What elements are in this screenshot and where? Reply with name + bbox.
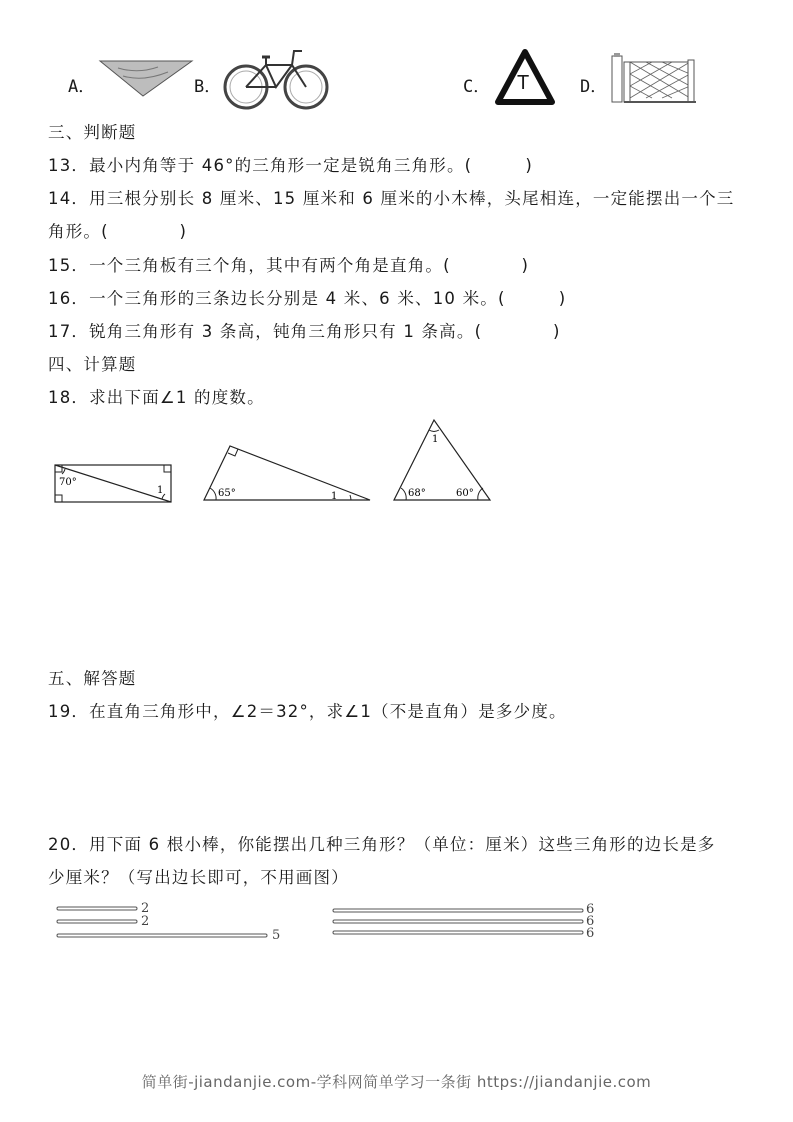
stick-label-6a: 6: [586, 902, 595, 917]
question-13: 13．最小内角等于 46°的三角形一定是锐角三角形。( ): [48, 156, 534, 175]
question-18: 18．求出下面∠1 的度数。: [48, 388, 265, 407]
scarf-triangle-icon: [98, 58, 194, 98]
question-20-line2: 少厘米？（写出边长即可，不用画图）: [48, 868, 349, 887]
option-b-label: B．: [194, 77, 222, 97]
acute-tri-right-label: 60°: [456, 488, 474, 499]
stick-5: [57, 934, 267, 937]
option-a-label: A．: [68, 77, 96, 97]
question-17: 17．锐角三角形有 3 条高，钝角三角形只有 1 条高。( ): [48, 322, 561, 341]
rect-target-label: 1: [157, 485, 164, 496]
section-answer-heading: 五、解答题: [48, 669, 137, 688]
rect-angle-label: 70°: [59, 477, 77, 488]
right-tri-target-label: 1: [331, 491, 338, 502]
acute-triangle-figure: [390, 416, 496, 506]
question-16: 16．一个三角形的三条边长分别是 4 米、6 米、10 米。( ): [48, 289, 567, 308]
section-judge-heading: 三、判断题: [48, 123, 137, 142]
stick-label-2b: 2: [141, 914, 150, 929]
stick-label-2a: 2: [141, 901, 150, 916]
question-20-line1: 20．用下面 6 根小棒，你能摆出几种三角形？（单位：厘米）这些三角形的边长是多: [48, 835, 716, 854]
bicycle-icon: [222, 45, 330, 111]
stick-2b: [57, 920, 137, 923]
stick-label-6b: 6: [586, 914, 595, 929]
acute-tri-target-label: 1: [432, 434, 439, 445]
right-triangle-figure: [198, 440, 376, 506]
option-c-label: C．: [463, 77, 491, 97]
stick-6c: [333, 931, 583, 934]
option-d-label: D．: [580, 77, 608, 97]
right-tri-angle-label: 65°: [218, 488, 236, 499]
rectangle-diagonal-figure: [50, 462, 178, 506]
stick-label-5: 5: [272, 928, 281, 943]
stick-6a: [333, 909, 583, 912]
stick-6b: [333, 920, 583, 923]
acute-tri-left-label: 68°: [408, 488, 426, 499]
section-calc-heading: 四、计算题: [48, 355, 137, 374]
folding-gate-icon: [610, 52, 698, 104]
question-14-line1: 14．用三根分别长 8 厘米、15 厘米和 6 厘米的小木棒，头尾相连，一定能摆出一个三: [48, 189, 735, 208]
question-19: 19．在直角三角形中，∠2＝32°，求∠1（不是直角）是多少度。: [48, 702, 567, 721]
sticks-left-group: [54, 903, 274, 943]
sticks-right-group: [330, 906, 588, 940]
stick-2a: [57, 907, 137, 910]
triangle-sign-text: T: [517, 72, 530, 94]
question-15: 15．一个三角板有三个角，其中有两个角是直角。( ): [48, 256, 530, 275]
stick-label-6c: 6: [586, 926, 595, 941]
page-footer: 简单街-jiandanjie.com-学科网简单学习一条街 https://jiandanjie.com: [141, 1073, 652, 1091]
question-14-line2: 角形。( ): [48, 222, 188, 241]
